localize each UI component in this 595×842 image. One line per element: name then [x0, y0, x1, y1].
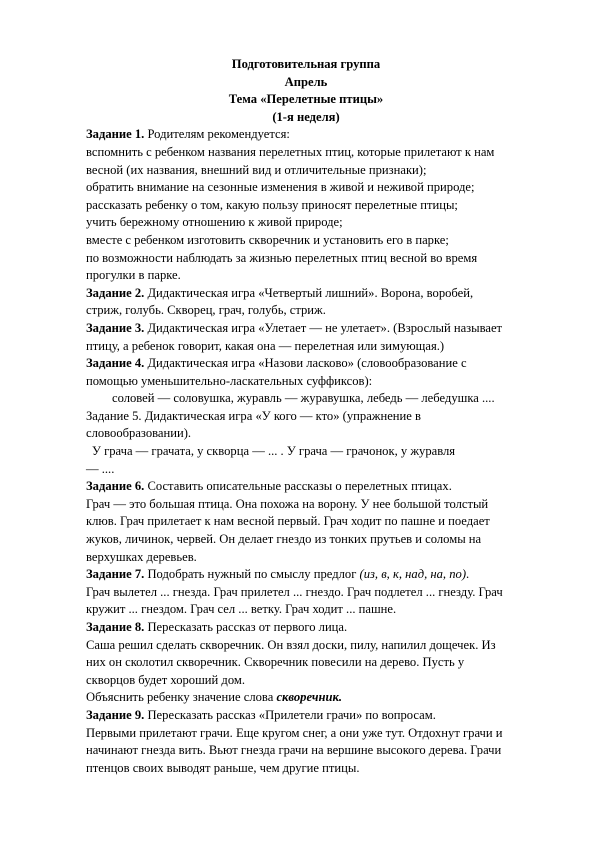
- task-7: [86, 566, 526, 619]
- task-5-example: У грача — грачата, у скворца — ... . У грача — грачонок, у журавля: [92, 444, 456, 459]
- task-1-line: по возможности наблюдать за жизнью перелетных птиц весной во время: [86, 250, 478, 265]
- task-8-text: Пересказать рассказ от первого лица.: [144, 620, 348, 634]
- task-8-story: Саша решил сделать скворечник. Он взял доски, пилу, напилил дощечек. Из: [86, 637, 496, 652]
- task-6: [86, 478, 526, 566]
- task-1-line: прогулки в парке.: [86, 268, 181, 283]
- task-5: [86, 408, 526, 478]
- task-1-intro: Родителям рекомендуется:: [144, 127, 290, 142]
- task-4-text: помощью уменьшительно-ласкательных суффиксов):: [86, 373, 373, 388]
- task-9-story: птенцов своих выводят раньше, чем другие птицы.: [86, 760, 360, 775]
- task-7-prepositions: (из, в, к, над, на, по): [359, 567, 467, 582]
- task-7-sentences: кружит ... гнездом. Грач сел ... ветку. Грач ходит ... пашне.: [86, 602, 397, 617]
- task-4: [86, 355, 526, 408]
- document-header: [86, 56, 526, 126]
- task-3-text: птицу, а ребенок говорит, какая она — перелетная или зимующая.): [86, 338, 445, 353]
- task-2-label: Задание 2.: [86, 285, 145, 300]
- task-6-story: клюв. Грач прилетает к нам весной первый. Грач ходит по пашне и поедает: [86, 514, 490, 529]
- document-page: [86, 56, 526, 777]
- task-2-text: стриж, голубь. Скворец, грач, голубь, стриж.: [86, 303, 326, 318]
- task-1: [86, 126, 526, 284]
- task-8-explain: Объяснить ребенку значение слова: [86, 690, 277, 705]
- task-6-label: Задание 6.: [86, 479, 145, 494]
- task-3: [86, 320, 526, 355]
- task-8-label: Задание 8.: [86, 620, 145, 634]
- task-7-period: .: [466, 567, 470, 582]
- task-7-text: Подобрать нужный по смыслу предлог: [144, 567, 360, 582]
- task-4-text: Дидактическая игра «Назови ласково» (словообразование с: [144, 356, 467, 371]
- task-7-label: Задание 7.: [86, 567, 145, 582]
- task-1-label: Задание 1.: [86, 127, 145, 142]
- task-5-text: Задание 5. Дидактическая игра «У кого — кто» (упражнение в: [86, 408, 421, 423]
- task-1-line: весной (их названия, внешний вид и отличительные признаки);: [86, 162, 427, 177]
- task-1-line: вместе с ребенком изготовить скворечник и установить его в парке;: [86, 232, 449, 247]
- task-1-line: вспомнить с ребенком названия перелетных птиц, которые прилетают к нам: [86, 144, 495, 159]
- task-5-example: — ....: [86, 461, 115, 476]
- task-2-text: Дидактическая игра «Четвертый лишний». Ворона, воробей,: [144, 285, 474, 300]
- task-8-story: них он сколотил скворечник. Скворечник повесили на дерево. Пусть у: [86, 655, 465, 670]
- task-9-story: Первыми прилетают грачи. Еще кругом снег, а они уже тут. Отдохнут грачи и: [86, 725, 503, 740]
- task-9-label: Задание 9.: [86, 707, 145, 722]
- task-6-story: верхушках деревьев.: [86, 549, 197, 564]
- task-6-story: жуков, личинок, червей. Он делает гнездо из тонких прутьев и соломы на: [86, 532, 482, 547]
- task-4-example: соловей — соловушка, журавль — журавушка, лебедь — лебедушка ....: [112, 391, 495, 406]
- task-3-text: Дидактическая игра «Улетает — не улетает». (Взрослый называет: [144, 320, 503, 335]
- task-8-story: скворцов будет хороший дом.: [86, 672, 245, 687]
- task-4-label: Задание 4.: [86, 356, 145, 371]
- task-6-text: Составить описательные рассказы о перелетных птицах.: [144, 479, 452, 494]
- task-1-line: рассказать ребенку о том, какую пользу приносят перелетные птицы;: [86, 197, 458, 212]
- task-5-text: словообразовании).: [86, 426, 192, 441]
- task-9: [86, 707, 526, 777]
- task-2: [86, 285, 526, 320]
- task-1-line: обратить внимание на сезонные изменения в живой и неживой природе;: [86, 180, 475, 195]
- task-8-word: скворечник.: [276, 690, 343, 705]
- group-title: Подготовительная группа: [231, 57, 381, 71]
- week-title: (1-я неделя): [272, 109, 340, 124]
- task-3-label: Задание 3.: [86, 320, 145, 335]
- task-9-story: начинают гнезда вить. Вьют гнезда грачи на вершине высокого дерева. Грачи: [86, 743, 502, 758]
- task-7-sentences: Грач вылетел ... гнезда. Грач прилетел ... гнездо. Грач подлетел ... гнезду. Грач: [86, 584, 503, 599]
- task-8: [86, 619, 526, 707]
- task-6-story: Грач — это большая птица. Она похожа на ворону. У нее большой толстый: [86, 496, 489, 511]
- task-1-line: учить бережному отношению к живой природе;: [86, 215, 343, 230]
- topic-title: Тема «Перелетные птицы»: [228, 92, 384, 107]
- task-9-text: Пересказать рассказ «Прилетели грачи» по вопросам.: [144, 707, 436, 722]
- month-title: Апрель: [284, 74, 328, 89]
